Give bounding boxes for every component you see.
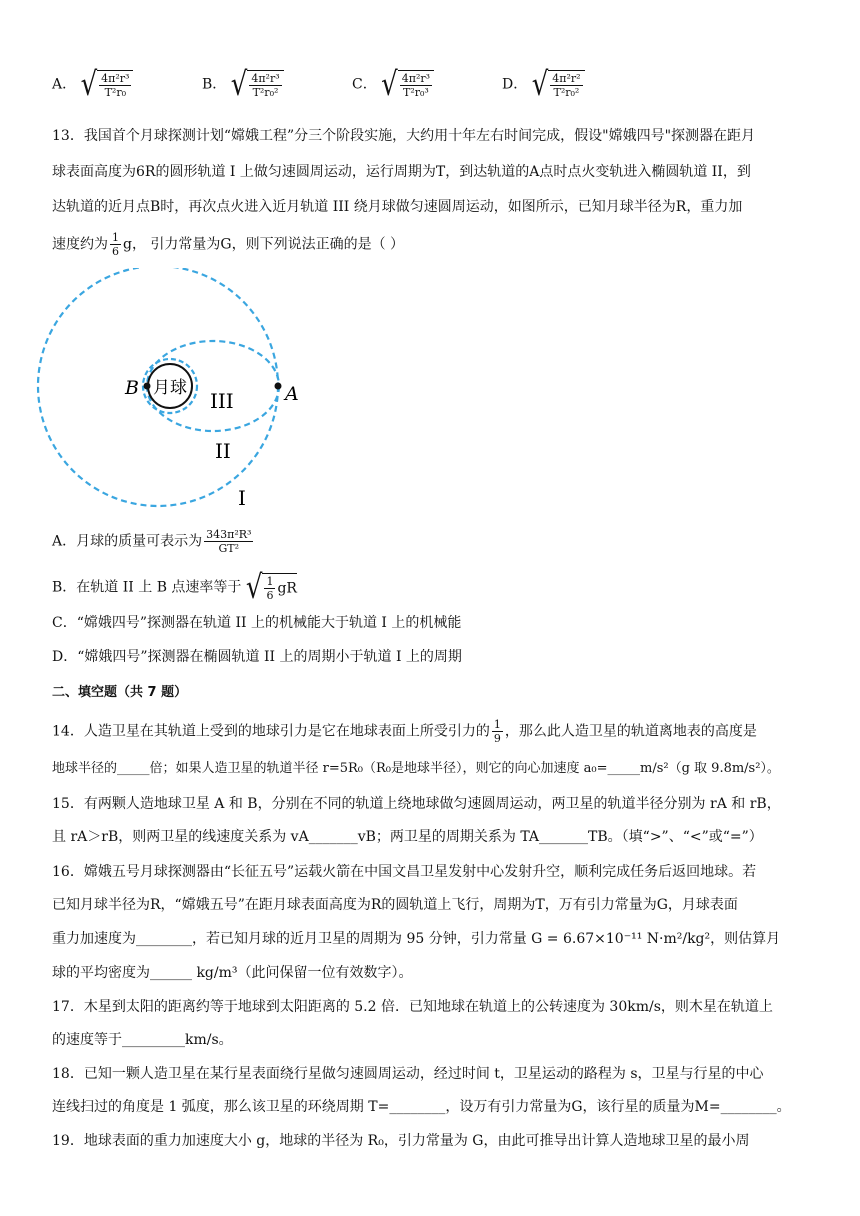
option-letter: A． xyxy=(52,76,77,93)
sqrt-sign: √ $\frac{1}{6}$ gR xyxy=(245,568,297,607)
frac-denominator: T²r₀² xyxy=(252,86,279,99)
frac-numerator: 4π²r³ xyxy=(101,72,130,85)
frac-numerator: 1 xyxy=(112,231,119,244)
frac-denominator: T²r₀ xyxy=(104,86,127,99)
orbit-ii-label: II xyxy=(215,439,231,463)
text: ，那么此人造卫星的轨道离地表的高度是 xyxy=(504,723,757,740)
option-letter: B． xyxy=(202,76,227,93)
q14-line-1 xyxy=(52,718,757,745)
q16-line-2: 已知月球半径为R，“嫦娥五号”在距月球表面高度为R的圆轨道上飞行，周期为T，万有引力常量为G，月球表面 xyxy=(52,897,738,913)
frac-denominator: 6 xyxy=(266,589,274,602)
moon-label: 月球 xyxy=(153,378,187,398)
fraction xyxy=(492,718,503,745)
q19-line-1: 19．地球表面的重力加速度大小 g，地球的半径为 R₀，引力常量为 G，由此可推导出计算人造地球卫星的最小周 xyxy=(52,1133,750,1149)
q13-option-d: D．“嫦娥四号”探测器在椭圆轨道 II 上的周期小于轨道 I 上的周期 xyxy=(52,649,462,665)
frac-denominator: 6 xyxy=(112,245,119,258)
orbit-diagram xyxy=(30,268,350,518)
frac-denominator: GT² xyxy=(218,542,240,555)
frac-numerator: 4π²r² xyxy=(552,72,581,85)
frac-numerator: 4π²r³ xyxy=(251,72,280,85)
q16-line-3: 重力加速度为________，若已知月球的近月卫星的周期为 95 分钟，引力常量 G = 6.67×10⁻¹¹ N·m²/kg²，则估算月 xyxy=(52,931,781,947)
text: g， 引力常量为G，则下列说法正确的是（ ） xyxy=(123,236,405,253)
sqrt-sign: √ $\frac{\text{4π²r³}}{\text{T²r₀}}$ xyxy=(81,70,134,99)
fraction xyxy=(204,528,253,555)
orbit-i-label: I xyxy=(238,486,246,510)
sqrt-sign: √ $\frac{\text{4π²r²}}{\text{T²r₀²}}$ xyxy=(532,70,585,99)
q15-line-1: 15．有两颗人造地球卫星 A 和 B，分别在不同的轨道上绕地球做匀速圆周运动，两卫星的轨道半径分别为 rA 和 rB， xyxy=(52,796,781,812)
q13-line-3: 达轨道的近月点B时，再次点火进入近月轨道 III 绕月球做匀速圆周运动，如图所示，已知月球半径为R，重力加 xyxy=(52,199,743,215)
section-heading: 二、填空题（共 7 题） xyxy=(52,685,188,700)
q13-line-4 xyxy=(52,231,404,258)
q16-line-4: 球的平均密度为______ kg/m³（此问保留一位有效数字）。 xyxy=(52,965,413,981)
frac-numerator: 1 xyxy=(493,718,501,731)
point-b-label: B xyxy=(125,377,139,399)
frac-denominator: T²r₀³ xyxy=(402,86,429,99)
frac-denominator: 9 xyxy=(493,732,501,745)
orbit-iii-label: III xyxy=(210,389,234,413)
q13-line-2: 球表面高度为6R的圆形轨道 I 上做匀速圆周运动，运行周期为T，到达轨道的A点时点火变轨进入椭圆轨道 II，到 xyxy=(52,164,751,180)
frac-numerator: 4π²r³ xyxy=(401,72,431,85)
q12-option-b xyxy=(202,65,284,104)
q14-line-2: 地球半径的_____倍；如果人造卫星的轨道半径 r=5R₀（R₀是地球半径），则它的向心加速度 a₀=_____m/s²（g 取 9.8m/s²）。 xyxy=(52,761,780,776)
sqrt-sign: √ $\frac{\text{4π²r³}}{\text{T²r₀³}}$ xyxy=(381,70,434,99)
q12-option-c xyxy=(352,65,434,104)
frac-denominator: T²r₀² xyxy=(553,86,580,99)
q13-option-b xyxy=(52,568,297,607)
point-b-dot xyxy=(144,383,151,390)
q12-option-d xyxy=(502,65,585,104)
q17-line-2: 的速度等于_________km/s。 xyxy=(52,1032,233,1048)
text: A．月球的质量可表示为 xyxy=(52,533,203,550)
q13-option-c: C．“嫦娥四号”探测器在轨道 II 上的机械能大于轨道 I 上的机械能 xyxy=(52,615,462,631)
point-a-label: A xyxy=(285,383,299,405)
frac-numerator: 1 xyxy=(266,575,274,588)
sqrt-sign: √ $\frac{\text{4π²r³}}{\text{T²r₀²}}$ xyxy=(231,70,284,99)
q13-option-a xyxy=(52,528,255,555)
fraction xyxy=(110,231,121,258)
option-letter: C． xyxy=(352,76,377,93)
q18-line-2: 连线扫过的角度是 1 弧度，那么该卫星的环绕周期 T=________，设万有引力常量为G，该行星的质量为M=________。 xyxy=(52,1099,791,1115)
text: 速度约为 xyxy=(52,236,108,253)
text: gR xyxy=(277,580,297,597)
option-letter: D． xyxy=(502,76,528,93)
text: 14．人造卫星在其轨道上受到的地球引力是它在地球表面上所受引力的 xyxy=(52,723,490,740)
frac-numerator: 343π²R³ xyxy=(206,528,252,541)
text: B．在轨道 II 上 B 点速率等于 xyxy=(52,579,242,596)
q16-line-1: 16．嫦娥五号月球探测器由“长征五号”运载火箭在中国文昌卫星发射中心发射升空，顺利完成任务后返回地球。若 xyxy=(52,864,757,880)
q13-line-1: 13．我国首个月球探测计划“嫦娥工程”分三个阶段实施，大约用十年左右时间完成，假设"嫦娥四号"探测器在距月 xyxy=(52,128,756,144)
point-a-dot xyxy=(275,383,282,390)
q17-line-1: 17．木星到太阳的距离约等于地球到太阳距离的 5.2 倍．已知地球在轨道上的公转速度为 30km/s，则木星在轨道上 xyxy=(52,999,773,1015)
q12-option-a xyxy=(52,65,133,104)
q15-line-2: 且 rA＞rB，则两卫星的线速度关系为 vA_______vB；两卫星的周期关系为 TA_______TB。（填“>”、“<”或“=”） xyxy=(52,829,763,845)
q18-line-1: 18．已知一颗人造卫星在某行星表面绕行星做匀速圆周运动，经过时间 t，卫星运动的路程为 s，卫星与行星的中心 xyxy=(52,1066,764,1082)
